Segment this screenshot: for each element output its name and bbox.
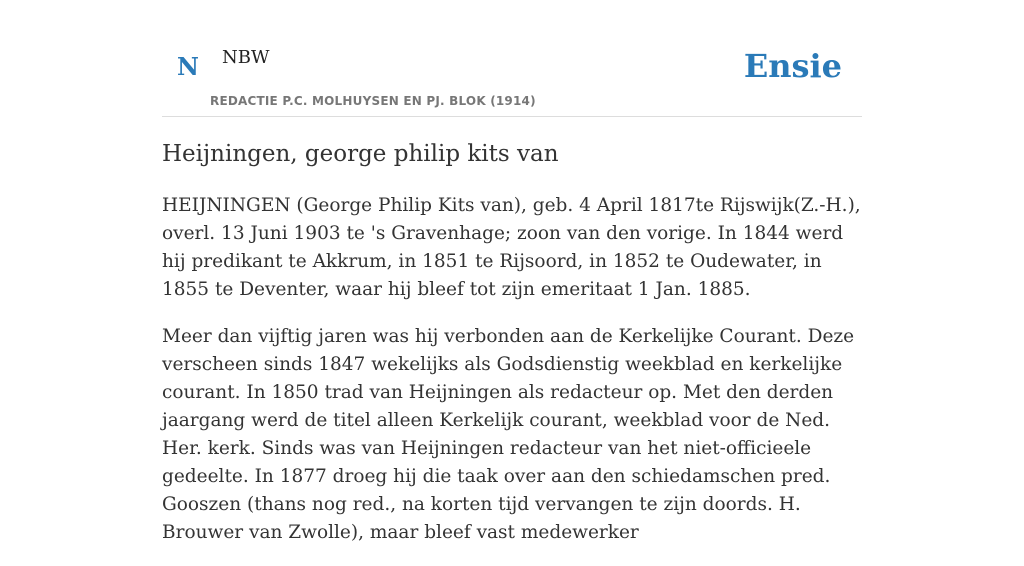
article-title: Heijningen, george philip kits van (162, 141, 559, 167)
page-header (162, 0, 862, 117)
source-subtitle: REDACTIE P.C. MOLHUYSEN EN PJ. BLOK (1914) (210, 94, 536, 108)
source-title[interactable]: NBW (222, 47, 270, 68)
article-paragraph: HEIJNINGEN (George Philip Kits van), geb. 4 April 1817te Rijswijk(Z.-H.), overl. 13 Juni 1903 te 's Gravenhage; zoon van den vorige. In 1844 werd hij predikant te Akkrum, in 1851 te Rijsoord, in 1852 te Oudewater, in 1855 te Deventer, waar hij bleef tot zijn emeritaat 1 Jan. 1885. (162, 195, 861, 300)
source-logo[interactable]: N (177, 52, 199, 81)
article-paragraph: Meer dan vijftig jaren was hij verbonden aan de Kerkelijke Courant. Deze verscheen sinds 1847 wekelijks als Godsdienstig weekblad en kerkelijke courant. In 1850 trad van Heijningen als redacteur op. Met den derden jaargang werd de titel alleen Kerkelijk courant, weekblad voor de Ned. Her. kerk. Sinds was van Heijningen redacteur van het niet-officieele gedeelte. In 1877 droeg hij die taak over aan den schiedamschen pred. Gooszen (thans nog red., na korten tijd vervangen te zijn doords. H. Brouwer van Zwolle), maar bleef vast medewerker (162, 326, 855, 543)
brand-logo[interactable]: Ensie (743, 47, 842, 85)
article-body (162, 192, 862, 566)
